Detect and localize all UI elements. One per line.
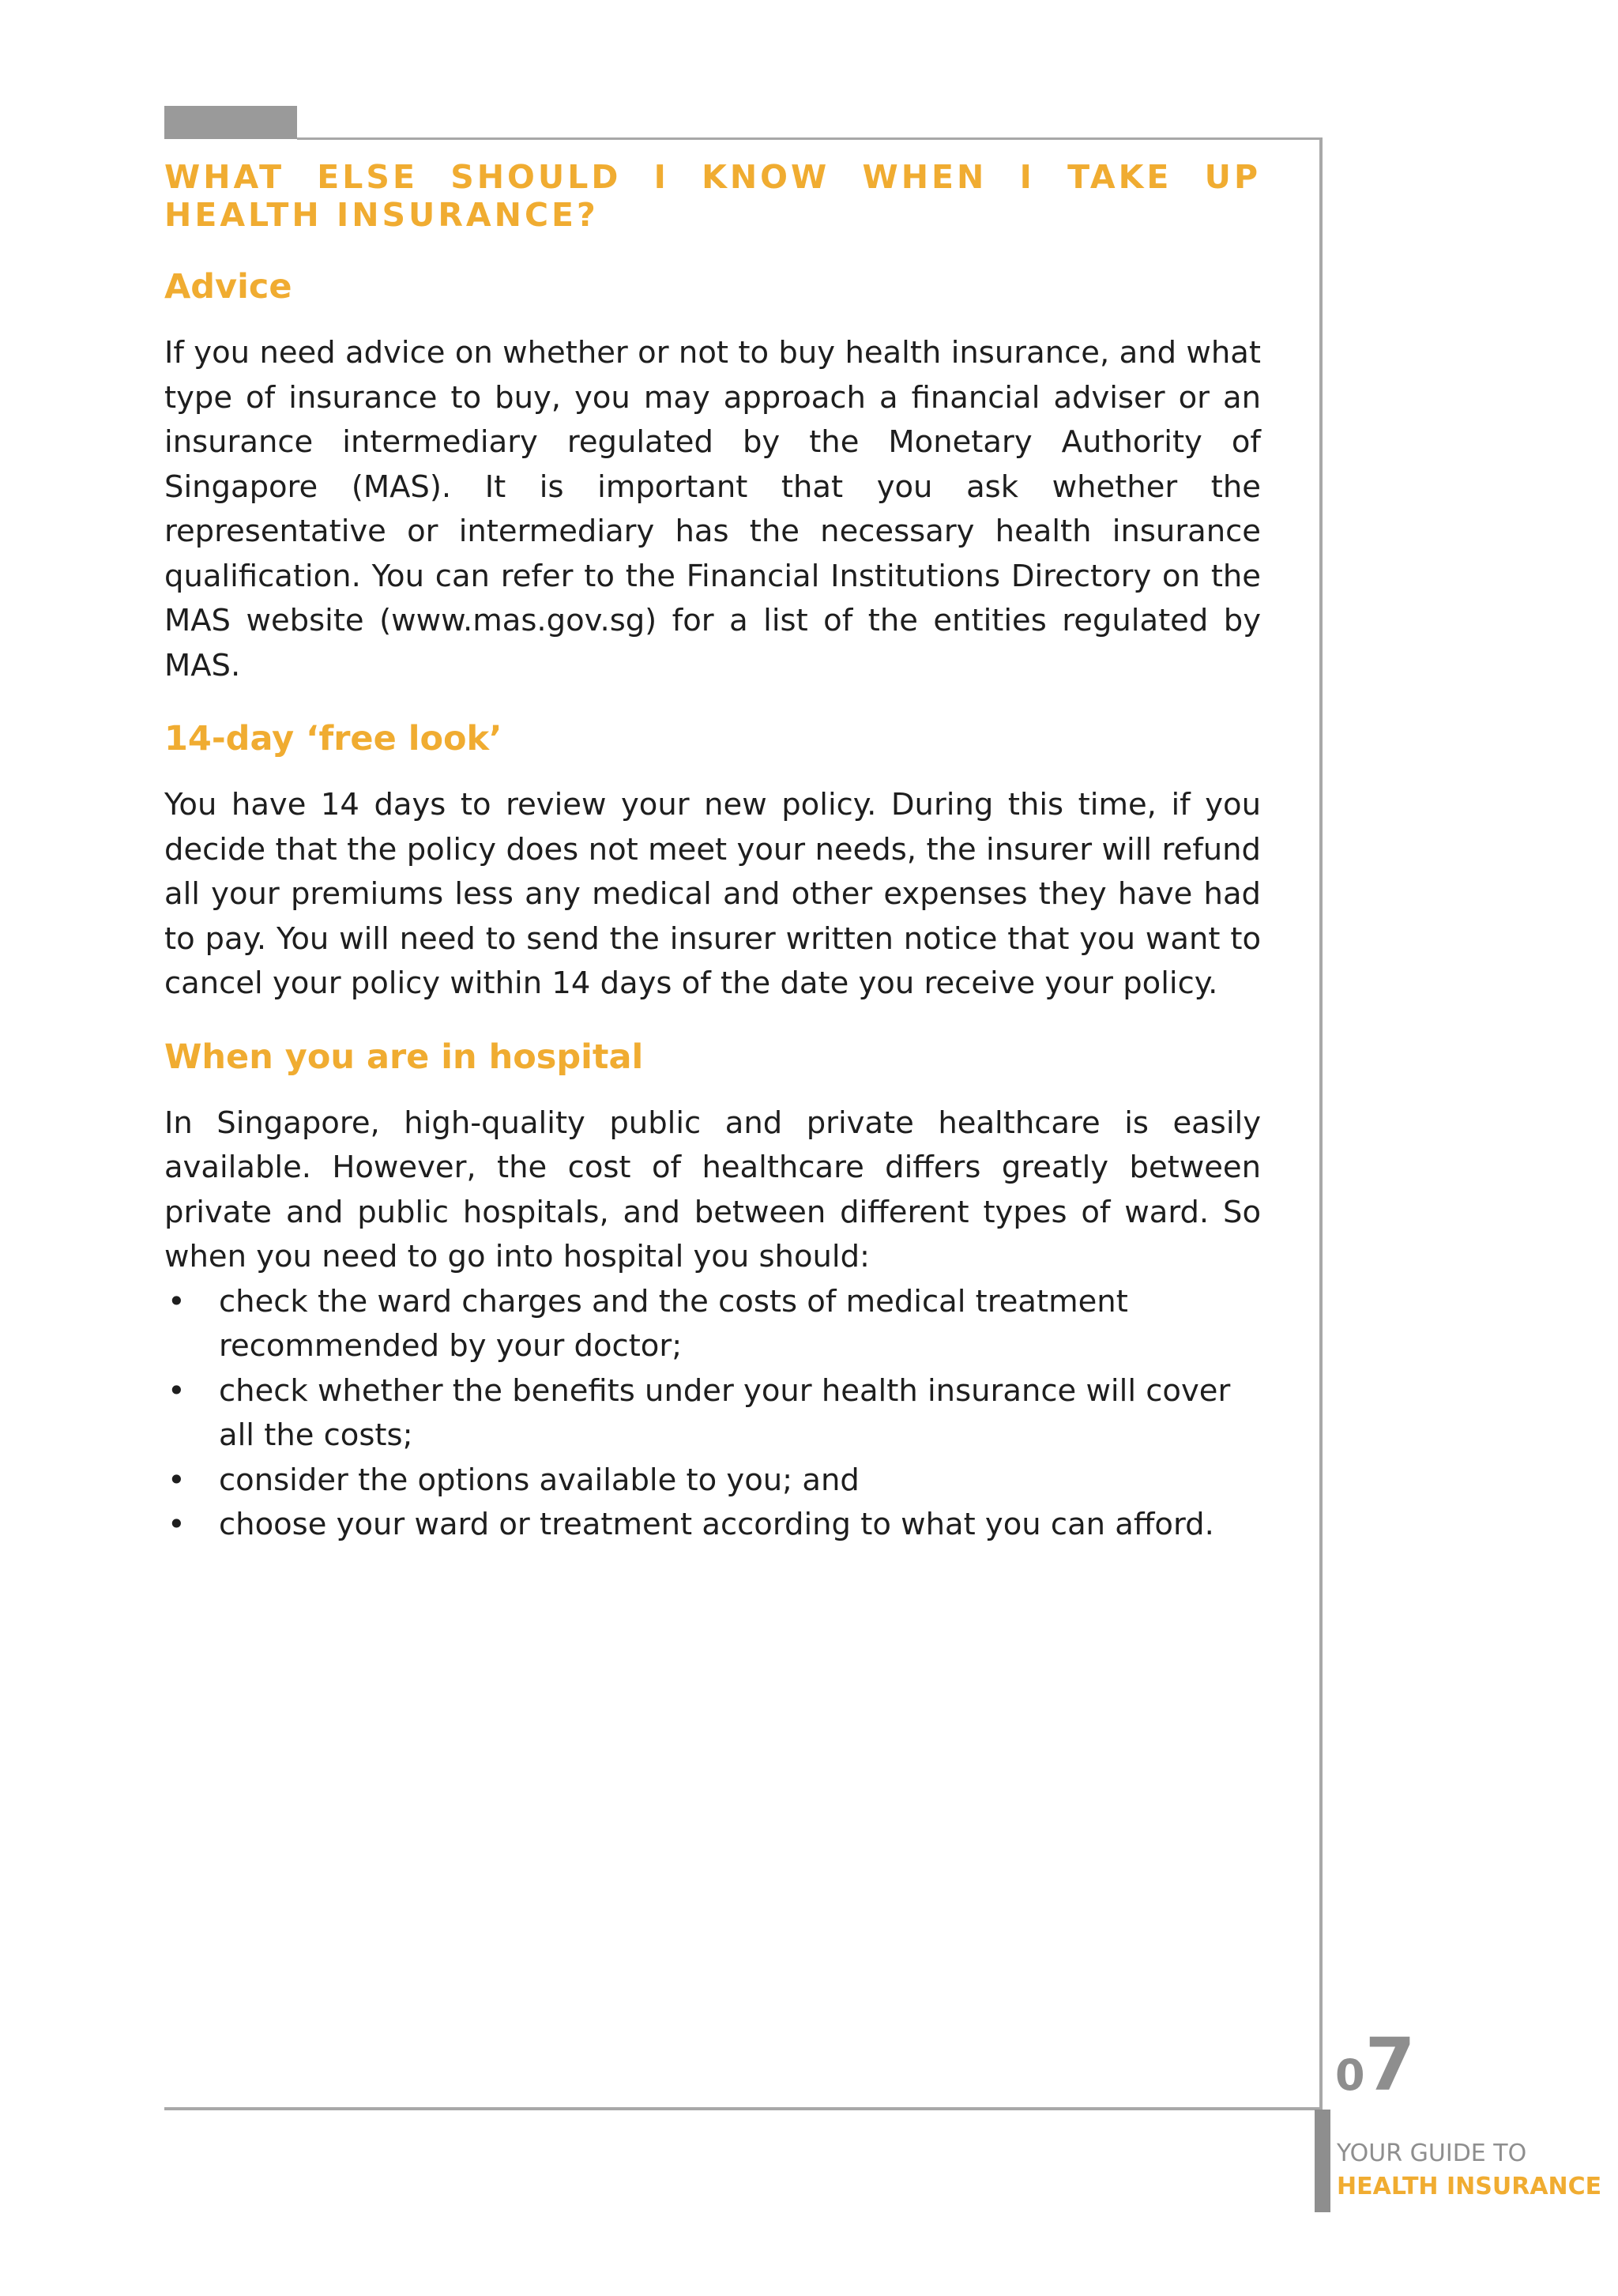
- hospital-checklist: [164, 1280, 1261, 1548]
- bullet-icon: •: [167, 1507, 186, 1542]
- section-heading-advice: Advice: [164, 267, 292, 307]
- list-item-text: check whether the benefits under your health insurance will cover all the costs;: [219, 1372, 1231, 1453]
- list-item: [164, 1503, 1261, 1548]
- hospital-paragraph: In Singapore, high-quality public and private healthcare is easily available. However, the cost of healthcare differs greatly between private and public hospitals, and between different types of ward. So when you need to go into hospital you should:: [164, 1105, 1261, 1274]
- section-heading-hospital: When you are in hospital: [164, 1037, 644, 1077]
- bullet-icon: •: [167, 1283, 186, 1319]
- header-tab-block: [164, 106, 297, 139]
- footer-guide-label: YOUR GUIDE TO: [1337, 2140, 1527, 2167]
- page-number-prefix: 0: [1335, 2050, 1365, 2100]
- page-number-main: 7: [1364, 2023, 1416, 2107]
- footer-accent-bar: [1315, 2110, 1330, 2212]
- list-item: [164, 1369, 1261, 1459]
- right-border-rule: [1319, 137, 1323, 2109]
- section-heading-free-look: 14-day ‘free look’: [164, 719, 502, 758]
- page-number: [1335, 2023, 1416, 2107]
- page-content: [164, 158, 1261, 1548]
- top-border-rule: [297, 137, 1323, 140]
- list-item: [164, 1280, 1261, 1369]
- list-item: [164, 1459, 1261, 1504]
- list-item-text: choose your ward or treatment according to what you can afford.: [219, 1507, 1214, 1542]
- footer-guide-title: HEALTH INSURANCE: [1337, 2173, 1602, 2200]
- page-title: WHAT ELSE SHOULD I KNOW WHEN I TAKE UP HEALTH INSURANCE?: [164, 158, 1261, 234]
- list-item-text: check the ward charges and the costs of medical treatment recommended by your doctor;: [219, 1283, 1128, 1364]
- bullet-icon: •: [167, 1372, 186, 1409]
- free-look-paragraph: You have 14 days to review your new policy. During this time, if you decide that the policy does not meet your needs, the insurer will refund all your premiums less any medical and other expenses they have had to pay. You will need to send the insurer written notice that you want to cancel your policy within 14 days of the date you receive your policy.: [164, 787, 1261, 1001]
- bottom-border-rule: [164, 2107, 1323, 2110]
- bullet-icon: •: [167, 1462, 186, 1498]
- list-item-text: consider the options available to you; and: [219, 1462, 860, 1498]
- advice-paragraph: If you need advice on whether or not to buy health insurance, and what type of insurance to buy, you may approach a financial adviser or an insurance intermediary regulated by the Monetary Authority of Singapore (MAS). It is important that you ask whether the representative or intermediary has the necessary health insurance qualification. You can refer to the Financial Institutions Directory on the MAS website (www.mas.gov.sg) for a list of the entities regulated by MAS.: [164, 335, 1261, 683]
